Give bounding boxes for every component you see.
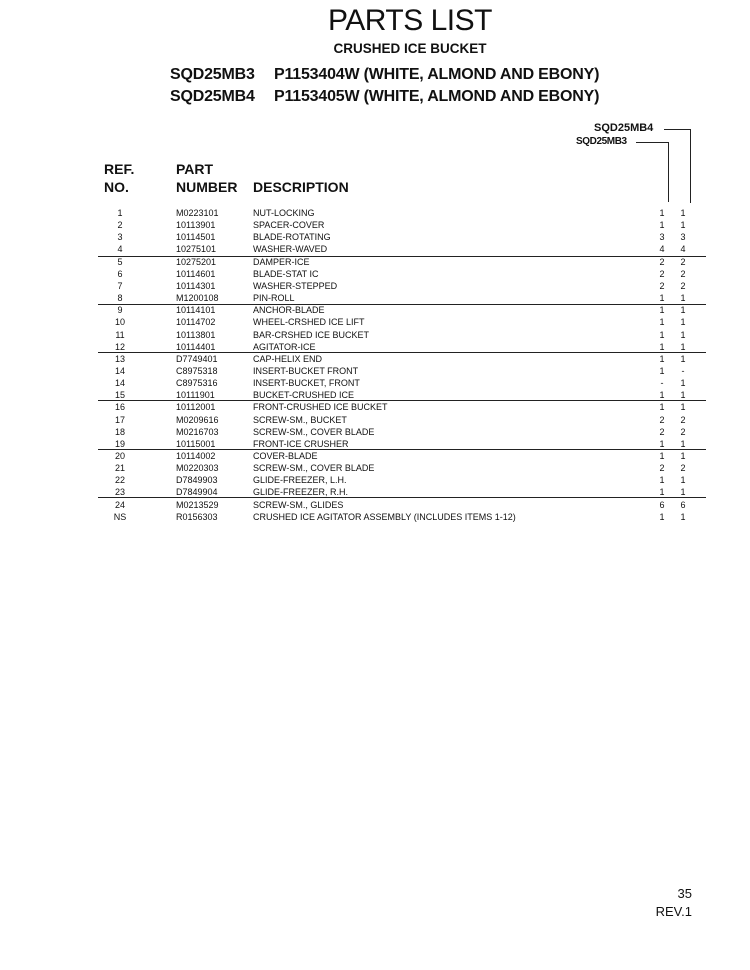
part-number-cell: 10112001 <box>176 402 216 413</box>
qty-mb4-cell: 1 <box>680 208 686 218</box>
part-number-cell: 10275101 <box>176 244 217 255</box>
table-row <box>0 353 750 365</box>
ref-cell: 10 <box>114 317 125 328</box>
qty-mb3-cell: 1 <box>659 365 665 376</box>
description-cell: CRUSHED ICE AGITATOR ASSEMBLY (INCLUDES ITEMS 1-12) <box>253 511 516 522</box>
bracket-mb4-vertical <box>690 129 691 203</box>
description-cell: SPACER-COVER <box>253 220 325 231</box>
revision-label: REV.1 <box>655 904 692 919</box>
table-row <box>0 341 750 353</box>
table-row <box>0 450 750 462</box>
qty-mb3-cell: 1 <box>659 208 665 218</box>
part-number-cell: 10275201 <box>176 256 217 267</box>
qty-mb3-cell: 1 <box>659 353 665 364</box>
description-cell: COVER-BLADE <box>253 451 318 461</box>
qty-mb3-cell: 1 <box>659 317 665 328</box>
table-row <box>0 316 750 328</box>
part-number-cell: 10114002 <box>176 451 216 461</box>
part-number-cell: 10114702 <box>176 317 216 328</box>
qty-mb4-cell: 1 <box>680 317 686 328</box>
table-row <box>0 365 750 377</box>
description-cell: INSERT-BUCKET, FRONT <box>253 378 360 389</box>
description-cell: WASHER-STEPPED <box>253 280 338 291</box>
table-row <box>0 231 750 243</box>
table-row <box>0 401 750 413</box>
table-row <box>0 499 750 511</box>
qty-mb3-cell: 2 <box>659 280 665 291</box>
description-cell: GLIDE-FREEZER, L.H. <box>253 475 347 486</box>
part-number-cell: 10114601 <box>176 268 216 279</box>
qty-mb3-cell: 1 <box>659 487 665 498</box>
qty-mb3-cell: 1 <box>659 438 665 449</box>
qty-mb4-cell: 2 <box>680 414 686 425</box>
table-row <box>0 304 750 316</box>
ref-cell: 7 <box>117 280 123 291</box>
ref-cell: 21 <box>114 463 125 474</box>
qty-mb3-cell: 2 <box>659 414 665 425</box>
qty-mb3-cell: 6 <box>659 499 665 510</box>
ref-cell: 23 <box>114 487 125 498</box>
description-cell: ANCHOR-BLADE <box>253 305 325 316</box>
qty-mb3-cell: 2 <box>659 426 665 437</box>
model-part: P1153405W (WHITE, ALMOND AND EBONY) <box>274 88 600 105</box>
part-number-cell: R0156303 <box>176 511 218 522</box>
description-cell: SCREW-SM., COVER BLADE <box>253 426 375 437</box>
table-row <box>0 207 750 219</box>
part-number-cell: D7749401 <box>176 353 218 364</box>
part-number-cell: 10114101 <box>176 305 216 316</box>
table-row <box>0 377 750 389</box>
description-cell: SCREW-SM., GLIDES <box>253 499 344 510</box>
description-cell: INSERT-BUCKET FRONT <box>253 365 359 376</box>
qty-mb3-cell: 1 <box>659 220 665 231</box>
qty-mb4-cell: 2 <box>680 256 686 267</box>
table-row <box>0 414 750 426</box>
qty-mb4-cell: 1 <box>680 378 686 389</box>
qty-mb4-cell: 1 <box>680 487 686 498</box>
qty-mb4-cell: 6 <box>680 499 686 510</box>
part-number-cell: M0213529 <box>176 499 219 510</box>
group-divider <box>98 256 706 257</box>
table-row <box>0 511 750 523</box>
part-number-cell: M0220303 <box>176 463 219 474</box>
qty-mb3-cell: 4 <box>659 244 665 255</box>
part-number-cell: 10115001 <box>176 438 216 449</box>
ref-cell: 17 <box>114 414 125 425</box>
qty-mb4-cell: 1 <box>680 511 686 522</box>
qty-mb4-cell: 1 <box>680 438 686 449</box>
ref-cell: 9 <box>117 305 123 316</box>
table-row <box>0 292 750 304</box>
ref-cell: 11 <box>115 329 125 340</box>
ref-cell: 14 <box>114 378 125 389</box>
table-row <box>0 268 750 280</box>
model-number: SQD25MB4 <box>170 88 255 105</box>
ref-cell: 22 <box>114 475 125 486</box>
ref-cell: 5 <box>117 256 123 267</box>
qty-mb4-cell: 4 <box>680 244 686 255</box>
qty-mb3-cell: 1 <box>659 451 665 461</box>
qty-mb3-cell: 2 <box>659 256 665 267</box>
description-cell: AGITATOR-ICE <box>253 341 316 352</box>
part-number-cell: 10114301 <box>176 280 216 291</box>
qty-mb3-cell: 1 <box>659 390 665 401</box>
header-part-line2: NUMBER <box>176 179 238 195</box>
qty-mb4-cell: 1 <box>680 220 686 231</box>
part-number-cell: 10113801 <box>176 329 216 340</box>
model-line-2 <box>170 88 599 106</box>
bracket-mb4-horizontal <box>664 129 691 130</box>
description-cell: BUCKET-CRUSHED ICE <box>253 390 355 401</box>
description-cell: SCREW-SM., COVER BLADE <box>253 463 375 474</box>
description-cell: CAP-HELIX END <box>253 353 323 364</box>
part-number-cell: 10113901 <box>176 220 216 231</box>
model-part: P1153404W (WHITE, ALMOND AND EBONY) <box>274 66 600 83</box>
header-part-line1: PART <box>176 161 214 177</box>
qty-mb3-cell: 1 <box>659 293 665 304</box>
qty-mb4-cell: 1 <box>680 329 686 340</box>
description-cell: SCREW-SM., BUCKET <box>253 414 347 425</box>
ref-cell: 24 <box>114 499 125 510</box>
ref-cell: 8 <box>117 293 123 304</box>
qty-mb4-cell: 2 <box>680 463 686 474</box>
ref-cell: 15 <box>114 390 125 401</box>
model-number: SQD25MB3 <box>170 66 255 83</box>
table-row <box>0 426 750 438</box>
qty-mb4-cell: 1 <box>680 341 686 352</box>
table-row <box>0 462 750 474</box>
ref-cell: NS <box>113 511 127 522</box>
qty-mb4-cell: 1 <box>680 402 686 413</box>
ref-cell: 19 <box>114 438 125 449</box>
part-number-cell: D7849903 <box>176 475 218 486</box>
qty-mb3-cell: 2 <box>659 268 665 279</box>
ref-cell: 1 <box>117 208 123 218</box>
ref-cell: 12 <box>114 341 125 352</box>
ref-cell: 14 <box>114 365 125 376</box>
group-divider <box>98 352 706 353</box>
qty-mb3-cell: 1 <box>659 475 665 486</box>
group-divider <box>98 497 706 498</box>
column-label-mb3: SQD25MB3 <box>576 136 627 147</box>
qty-mb4-cell: 2 <box>680 280 686 291</box>
table-row <box>0 243 750 255</box>
page-title: PARTS LIST <box>328 4 492 37</box>
qty-mb4-cell: 1 <box>680 451 686 461</box>
table-row <box>0 256 750 268</box>
description-cell: FRONT-ICE CRUSHER <box>253 438 349 449</box>
bracket-mb3-vertical <box>668 142 669 202</box>
ref-cell: 2 <box>117 220 123 231</box>
qty-mb4-cell: 1 <box>680 353 686 364</box>
page-number: 35 <box>677 886 692 901</box>
description-cell: WASHER-WAVED <box>253 244 328 255</box>
qty-mb3-cell: 1 <box>659 402 665 413</box>
part-number-cell: M0216703 <box>176 426 219 437</box>
qty-mb3-cell: 1 <box>659 511 665 522</box>
ref-cell: 13 <box>114 353 125 364</box>
qty-mb4-cell: 1 <box>680 305 686 316</box>
column-label-mb4: SQD25MB4 <box>594 122 654 134</box>
qty-mb4-cell: 2 <box>680 268 686 279</box>
table-row <box>0 329 750 341</box>
qty-mb4-cell: 1 <box>680 475 686 486</box>
part-number-cell: M1200108 <box>176 293 219 304</box>
description-cell: DAMPER-ICE <box>253 256 310 267</box>
part-number-cell: C8975318 <box>176 365 218 376</box>
description-cell: GLIDE-FREEZER, R.H. <box>253 487 349 498</box>
description-cell: NUT-LOCKING <box>253 208 315 218</box>
part-number-cell: 10114401 <box>176 341 216 352</box>
page-subtitle: CRUSHED ICE BUCKET <box>333 41 487 56</box>
qty-mb3-cell: 3 <box>659 232 665 243</box>
description-cell: WHEEL-CRSHED ICE LIFT <box>253 317 365 328</box>
model-line-1 <box>170 66 599 84</box>
ref-cell: 3 <box>117 232 123 243</box>
ref-cell: 16 <box>114 402 125 413</box>
bracket-mb3-horizontal <box>636 142 669 143</box>
ref-cell: 18 <box>114 426 125 437</box>
description-cell: BLADE-STAT IC <box>253 268 319 279</box>
part-number-cell: 10111901 <box>176 390 215 401</box>
qty-mb3-cell: - <box>660 378 664 389</box>
ref-cell: 6 <box>117 268 123 279</box>
part-number-cell: M0209616 <box>176 414 219 425</box>
description-cell: PIN-ROLL <box>253 293 295 304</box>
qty-mb4-cell: 2 <box>680 426 686 437</box>
group-divider <box>98 400 706 401</box>
part-number-cell: M0223101 <box>176 208 219 218</box>
table-row <box>0 219 750 231</box>
qty-mb4-cell: 1 <box>680 293 686 304</box>
header-ref-line1: REF. <box>104 161 135 177</box>
part-number-cell: 10114501 <box>176 232 216 243</box>
header-description: DESCRIPTION <box>253 179 349 195</box>
qty-mb3-cell: 1 <box>659 329 665 340</box>
qty-mb4-cell: 3 <box>680 232 686 243</box>
qty-mb3-cell: 1 <box>659 341 665 352</box>
ref-cell: 4 <box>117 244 123 255</box>
description-cell: BLADE-ROTATING <box>253 232 331 243</box>
part-number-cell: D7849904 <box>176 487 218 498</box>
qty-mb4-cell: 1 <box>680 390 686 401</box>
table-row <box>0 280 750 292</box>
group-divider <box>98 304 706 305</box>
qty-mb4-cell: - <box>681 365 685 376</box>
qty-mb3-cell: 2 <box>659 463 665 474</box>
ref-cell: 20 <box>114 451 125 461</box>
description-cell: BAR-CRSHED ICE BUCKET <box>253 329 370 340</box>
description-cell: FRONT-CRUSHED ICE BUCKET <box>253 402 388 413</box>
qty-mb3-cell: 1 <box>659 305 665 316</box>
table-row <box>0 474 750 486</box>
group-divider <box>98 449 706 450</box>
header-ref-line2: NO. <box>104 179 129 195</box>
part-number-cell: C8975316 <box>176 378 218 389</box>
